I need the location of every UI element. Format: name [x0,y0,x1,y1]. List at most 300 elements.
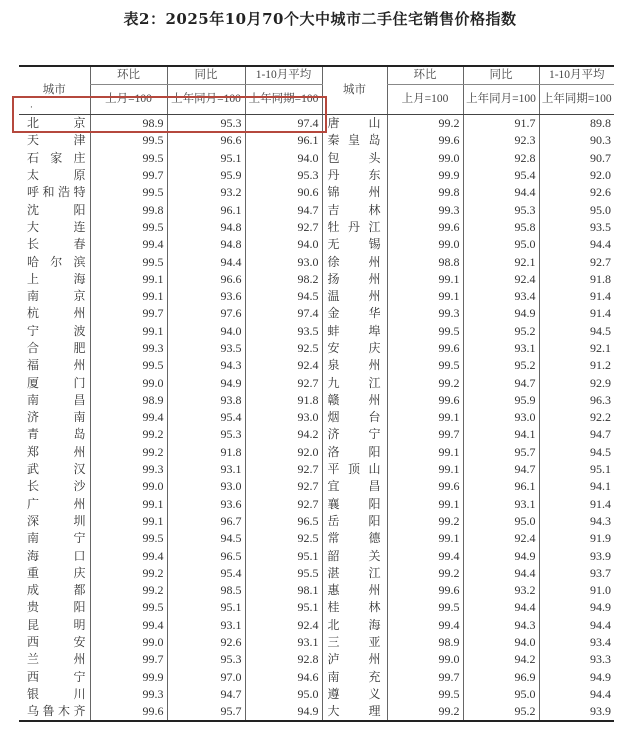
yoy-value-right: 94.3 [463,617,539,634]
yoy-value-left: 95.3 [167,426,245,443]
yoy-value-left: 91.8 [167,444,245,461]
avg-value-right: 94.3 [539,513,614,530]
mom-value-left: 99.5 [90,599,167,616]
avg-value-left: 96.1 [245,132,322,149]
mom-value-left: 99.8 [90,201,167,218]
city-name-left: 成都 [27,583,86,598]
mom-value-right: 99.1 [387,444,463,461]
yoy-value-left: 97.6 [167,305,245,322]
mom-value-left: 99.1 [90,323,167,340]
mom-value-right: 99.6 [387,219,463,236]
avg-value-right: 92.6 [539,184,614,201]
city-name-left: 北京 [27,116,86,131]
avg-value-right: 94.5 [539,323,614,340]
yoy-value-right: 95.0 [463,686,539,703]
yoy-value-left: 95.3 [167,115,245,133]
city-name-left: 杭州 [27,306,86,321]
avg-value-right: 92.1 [539,340,614,357]
yoy-value-left: 92.6 [167,634,245,651]
mom-value-right: 99.9 [387,167,463,184]
avg-value-right: 93.3 [539,651,614,668]
yoy-value-right: 93.1 [463,340,539,357]
mom-value-left: 99.1 [90,271,167,288]
city-name-right: 金华 [322,305,387,322]
city-name-right: 包头 [322,150,387,167]
mom-value-left: 99.5 [90,150,167,167]
table-row [19,617,614,634]
avg-value-right: 91.4 [539,288,614,305]
city-name-left: 重庆 [27,565,86,580]
table-row [19,201,614,218]
yoy-value-right: 94.4 [463,565,539,582]
mom-value-right: 99.3 [387,201,463,218]
header-row-2 [19,85,614,115]
mom-value-left: 99.1 [90,288,167,305]
avg-value-left: 93.0 [245,253,322,270]
city-name-right: 九江 [322,374,387,391]
mom-value-right: 99.3 [387,305,463,322]
city-name-left: 天津 [27,133,86,148]
yoy-value-right: 95.7 [463,444,539,461]
mom-value-left: 99.3 [90,340,167,357]
yoy-value-right: 93.4 [463,288,539,305]
avg-value-left: 95.0 [245,686,322,703]
yoy-value-right: 93.0 [463,409,539,426]
city-name-left: 南宁 [27,531,86,546]
city-name-right: 泸州 [322,651,387,668]
avg-value-left: 92.7 [245,374,322,391]
avg-value-right: 92.7 [539,253,614,270]
yoy-value-left: 93.5 [167,340,245,357]
city-name-left: 兰州 [27,652,86,667]
table-row [19,288,614,305]
avg-value-left: 95.5 [245,565,322,582]
mom-value-right: 99.0 [387,651,463,668]
yoy-value-left: 96.6 [167,132,245,149]
mom-value-left: 99.0 [90,374,167,391]
mom-header-right: 环比 [387,66,463,85]
yoy-value-right: 95.2 [463,323,539,340]
avg-value-right: 90.7 [539,150,614,167]
city-name-right: 烟台 [322,409,387,426]
avg-value-left: 92.5 [245,530,322,547]
mom-value-left: 99.9 [90,669,167,686]
table-row [19,530,614,547]
avg-value-right: 94.9 [539,599,614,616]
mom-value-right: 99.5 [387,357,463,374]
mom-value-left: 99.7 [90,305,167,322]
city-name-left: 太原 [27,168,86,183]
yoy-value-right: 94.9 [463,547,539,564]
table-row [19,132,614,149]
avg-value-left: 92.0 [245,444,322,461]
mom-value-left: 99.5 [90,530,167,547]
yoy-value-left: 93.0 [167,478,245,495]
city-name-left: 宁波 [27,323,86,338]
city-name-left: 银川 [27,686,86,701]
yoy-value-left: 95.9 [167,167,245,184]
mom-value-right: 99.4 [387,547,463,564]
yoy-value-left: 96.6 [167,271,245,288]
mom-value-right: 99.0 [387,236,463,253]
table-row [19,219,614,236]
avg-value-right: 92.0 [539,167,614,184]
table-row [19,426,614,443]
avg-value-left: 94.7 [245,201,322,218]
mom-value-left: 99.4 [90,617,167,634]
city-name-left: 哈尔滨 [27,254,86,269]
yoy-base-left: 上年同月=100 [167,85,245,115]
yoy-value-left: 94.5 [167,530,245,547]
city-name-right: 南充 [322,669,387,686]
yoy-value-left: 96.1 [167,201,245,218]
mom-value-right: 99.1 [387,271,463,288]
city-name-right: 宜昌 [322,478,387,495]
city-name-left: 海口 [27,548,86,563]
mom-value-right: 99.7 [387,669,463,686]
table-row [19,461,614,478]
yoy-value-left: 94.3 [167,357,245,374]
city-name-right: 襄阳 [322,496,387,513]
city-name-left: 大连 [27,219,86,234]
avg-header-right: 1-10月平均 [539,66,614,85]
table-row [19,478,614,495]
mom-value-right: 99.1 [387,461,463,478]
yoy-value-left: 95.4 [167,409,245,426]
mom-value-right: 99.4 [387,617,463,634]
city-name-left: 长沙 [27,479,86,494]
avg-value-left: 93.0 [245,409,322,426]
mom-value-left: 99.6 [90,703,167,721]
avg-value-right: 94.9 [539,669,614,686]
city-name-right: 锦州 [322,184,387,201]
avg-value-left: 92.4 [245,357,322,374]
yoy-value-right: 94.7 [463,374,539,391]
table-row [19,167,614,184]
table-row [19,686,614,703]
yoy-value-left: 95.7 [167,703,245,721]
mom-value-left: 99.2 [90,444,167,461]
mom-value-right: 99.2 [387,115,463,133]
table-row [19,444,614,461]
avg-value-left: 95.1 [245,599,322,616]
mom-value-right: 99.1 [387,496,463,513]
city-name-right: 丹东 [322,167,387,184]
yoy-value-left: 93.1 [167,461,245,478]
mom-value-left: 99.4 [90,547,167,564]
city-name-right: 牡丹江 [322,219,387,236]
yoy-value-left: 98.5 [167,582,245,599]
yoy-value-right: 95.8 [463,219,539,236]
table-row [19,409,614,426]
mom-value-right: 99.5 [387,599,463,616]
header-row-1 [19,66,614,85]
city-header-left: 城市 [19,66,90,115]
table-row [19,565,614,582]
avg-value-left: 92.7 [245,461,322,478]
table-row [19,184,614,201]
mom-value-left: 99.0 [90,478,167,495]
mom-value-right: 99.1 [387,409,463,426]
yoy-value-left: 93.6 [167,288,245,305]
mom-value-left: 99.3 [90,686,167,703]
avg-value-right: 91.0 [539,582,614,599]
city-name-left: 合肥 [27,341,86,355]
city-name-right: 洛阳 [322,444,387,461]
mom-value-right: 98.8 [387,253,463,270]
mom-value-right: 99.6 [387,392,463,409]
avg-value-left: 92.5 [245,340,322,357]
mom-value-right: 99.6 [387,132,463,149]
mom-value-left: 99.5 [90,132,167,149]
avg-value-left: 92.4 [245,617,322,634]
city-name-right: 安庆 [322,340,387,357]
table-row [19,357,614,374]
yoy-value-right: 96.1 [463,478,539,495]
mom-value-right: 99.1 [387,530,463,547]
table-title: 表2：2025年10月70个大中城市二手住宅销售价格指数 [123,10,517,28]
table-row [19,253,614,270]
table-row [19,392,614,409]
yoy-value-right: 94.4 [463,599,539,616]
city-name-left: 昆明 [27,617,86,632]
avg-value-right: 89.8 [539,115,614,133]
stray-dot: · [30,103,33,113]
avg-value-left: 97.4 [245,115,322,133]
yoy-value-right: 95.2 [463,703,539,721]
mom-value-left: 99.3 [90,461,167,478]
avg-value-left: 94.5 [245,288,322,305]
mom-value-right: 99.6 [387,582,463,599]
city-name-right: 遵义 [322,686,387,703]
yoy-value-left: 94.8 [167,219,245,236]
yoy-header-left: 同比 [167,66,245,85]
city-name-right: 岳阳 [322,513,387,530]
mom-value-left: 99.7 [90,651,167,668]
yoy-value-right: 91.7 [463,115,539,133]
avg-value-right: 91.4 [539,305,614,322]
table-row [19,323,614,340]
avg-value-left: 92.7 [245,219,322,236]
city-header-right: 城市 [322,66,387,115]
avg-value-left: 97.4 [245,305,322,322]
city-name-right: 无锡 [322,236,387,253]
mom-value-right: 99.2 [387,703,463,721]
avg-value-right: 93.9 [539,547,614,564]
mom-base-right: 上月=100 [387,85,463,115]
table-body [19,115,614,722]
avg-value-left: 90.6 [245,184,322,201]
avg-value-left: 98.2 [245,271,322,288]
yoy-value-left: 95.1 [167,150,245,167]
city-name-left: 济南 [27,410,86,425]
mom-value-left: 99.0 [90,634,167,651]
city-name-left: 南京 [27,289,86,304]
table-row [19,651,614,668]
mom-value-left: 99.5 [90,219,167,236]
avg-value-right: 95.1 [539,461,614,478]
city-name-left: 厦门 [27,375,86,390]
yoy-value-right: 95.0 [463,236,539,253]
avg-value-left: 91.8 [245,392,322,409]
avg-value-right: 94.1 [539,478,614,495]
mom-value-left: 99.7 [90,167,167,184]
city-name-left: 西安 [27,635,86,650]
avg-base-left: 上年同期=100 [245,85,322,115]
city-name-right: 赣州 [322,392,387,409]
mom-value-left: 99.2 [90,565,167,582]
mom-header-left: 环比 [90,66,167,85]
city-name-right: 常德 [322,530,387,547]
mom-value-right: 98.9 [387,634,463,651]
mom-value-left: 98.9 [90,115,167,133]
avg-value-left: 95.3 [245,167,322,184]
yoy-value-right: 94.4 [463,184,539,201]
mom-value-left: 99.4 [90,236,167,253]
yoy-value-left: 94.0 [167,323,245,340]
yoy-value-right: 92.4 [463,530,539,547]
yoy-value-right: 95.2 [463,357,539,374]
avg-value-left: 94.0 [245,150,322,167]
mom-value-left: 99.1 [90,496,167,513]
avg-base-right: 上年同期=100 [539,85,614,115]
city-name-right: 北海 [322,617,387,634]
city-name-left: 石家庄 [27,150,86,165]
mom-value-right: 99.6 [387,478,463,495]
yoy-value-right: 95.4 [463,167,539,184]
yoy-value-left: 94.9 [167,374,245,391]
avg-value-right: 94.4 [539,617,614,634]
yoy-value-right: 92.4 [463,271,539,288]
avg-header-left: 1-10月平均 [245,66,322,85]
mom-value-right: 99.5 [387,686,463,703]
avg-value-left: 92.8 [245,651,322,668]
yoy-value-left: 95.1 [167,599,245,616]
mom-value-right: 99.1 [387,288,463,305]
city-name-left: 福州 [27,358,86,373]
mom-value-right: 99.5 [387,323,463,340]
city-name-left: 郑州 [27,444,86,459]
table-row [19,582,614,599]
yoy-value-left: 96.7 [167,513,245,530]
city-name-left: 沈阳 [27,202,86,217]
yoy-base-right: 上年同月=100 [463,85,539,115]
avg-value-right: 94.7 [539,426,614,443]
city-name-left: 南昌 [27,392,86,407]
avg-value-right: 92.2 [539,409,614,426]
table-row [19,305,614,322]
yoy-value-right: 94.2 [463,651,539,668]
avg-value-left: 95.1 [245,547,322,564]
mom-base-left: 上月=100 [90,85,167,115]
avg-value-right: 93.9 [539,703,614,721]
city-name-right: 温州 [322,288,387,305]
city-name-right: 扬州 [322,271,387,288]
mom-value-right: 99.2 [387,374,463,391]
table-row [19,703,614,721]
city-name-left: 长春 [27,237,86,252]
avg-value-right: 93.7 [539,565,614,582]
yoy-value-left: 93.1 [167,617,245,634]
table-row [19,669,614,686]
avg-value-right: 94.4 [539,686,614,703]
city-name-right: 泉州 [322,357,387,374]
city-name-right: 秦皇岛 [322,132,387,149]
table-row [19,236,614,253]
yoy-header-right: 同比 [463,66,539,85]
mom-value-left: 98.9 [90,392,167,409]
table-row [19,634,614,651]
table-row [19,513,614,530]
city-name-right: 平顶山 [322,461,387,478]
mom-value-right: 99.2 [387,513,463,530]
yoy-value-right: 95.9 [463,392,539,409]
yoy-value-left: 94.7 [167,686,245,703]
avg-value-left: 93.5 [245,323,322,340]
yoy-value-left: 94.4 [167,253,245,270]
yoy-value-right: 94.9 [463,305,539,322]
avg-value-right: 90.3 [539,132,614,149]
mom-value-left: 99.5 [90,357,167,374]
city-name-right: 济宁 [322,426,387,443]
avg-value-left: 94.9 [245,703,322,721]
avg-value-right: 91.9 [539,530,614,547]
mom-value-right: 99.7 [387,426,463,443]
city-name-right: 韶关 [322,547,387,564]
yoy-value-right: 92.1 [463,253,539,270]
city-name-right: 湛江 [322,565,387,582]
yoy-value-left: 97.0 [167,669,245,686]
mom-value-left: 99.5 [90,184,167,201]
city-name-right: 大理 [322,703,387,721]
yoy-value-left: 95.3 [167,651,245,668]
city-name-right: 三亚 [322,634,387,651]
mom-value-left: 99.2 [90,582,167,599]
avg-value-left: 92.7 [245,496,322,513]
mom-value-left: 99.5 [90,253,167,270]
avg-value-left: 94.0 [245,236,322,253]
city-name-left: 乌鲁木齐 [19,703,90,721]
yoy-value-left: 93.6 [167,496,245,513]
yoy-value-right: 95.3 [463,201,539,218]
yoy-value-left: 93.2 [167,184,245,201]
mom-value-left: 99.1 [90,513,167,530]
avg-value-right: 91.2 [539,357,614,374]
yoy-value-right: 93.1 [463,496,539,513]
yoy-value-right: 92.3 [463,132,539,149]
table-row [19,150,614,167]
table-row [19,340,614,357]
yoy-value-right: 96.9 [463,669,539,686]
mom-value-left: 99.2 [90,426,167,443]
city-name-left: 上海 [27,271,86,286]
yoy-value-left: 95.4 [167,565,245,582]
city-name-right: 蚌埠 [322,323,387,340]
avg-value-left: 92.7 [245,478,322,495]
avg-value-left: 93.1 [245,634,322,651]
yoy-value-right: 94.0 [463,634,539,651]
table-row [19,496,614,513]
city-name-right: 徐州 [322,253,387,270]
city-name-right: 桂林 [322,599,387,616]
mom-value-right: 99.2 [387,565,463,582]
mom-value-right: 99.8 [387,184,463,201]
table-row [19,271,614,288]
yoy-value-right: 95.0 [463,513,539,530]
avg-value-right: 96.3 [539,392,614,409]
avg-value-left: 98.1 [245,582,322,599]
yoy-value-right: 94.7 [463,461,539,478]
